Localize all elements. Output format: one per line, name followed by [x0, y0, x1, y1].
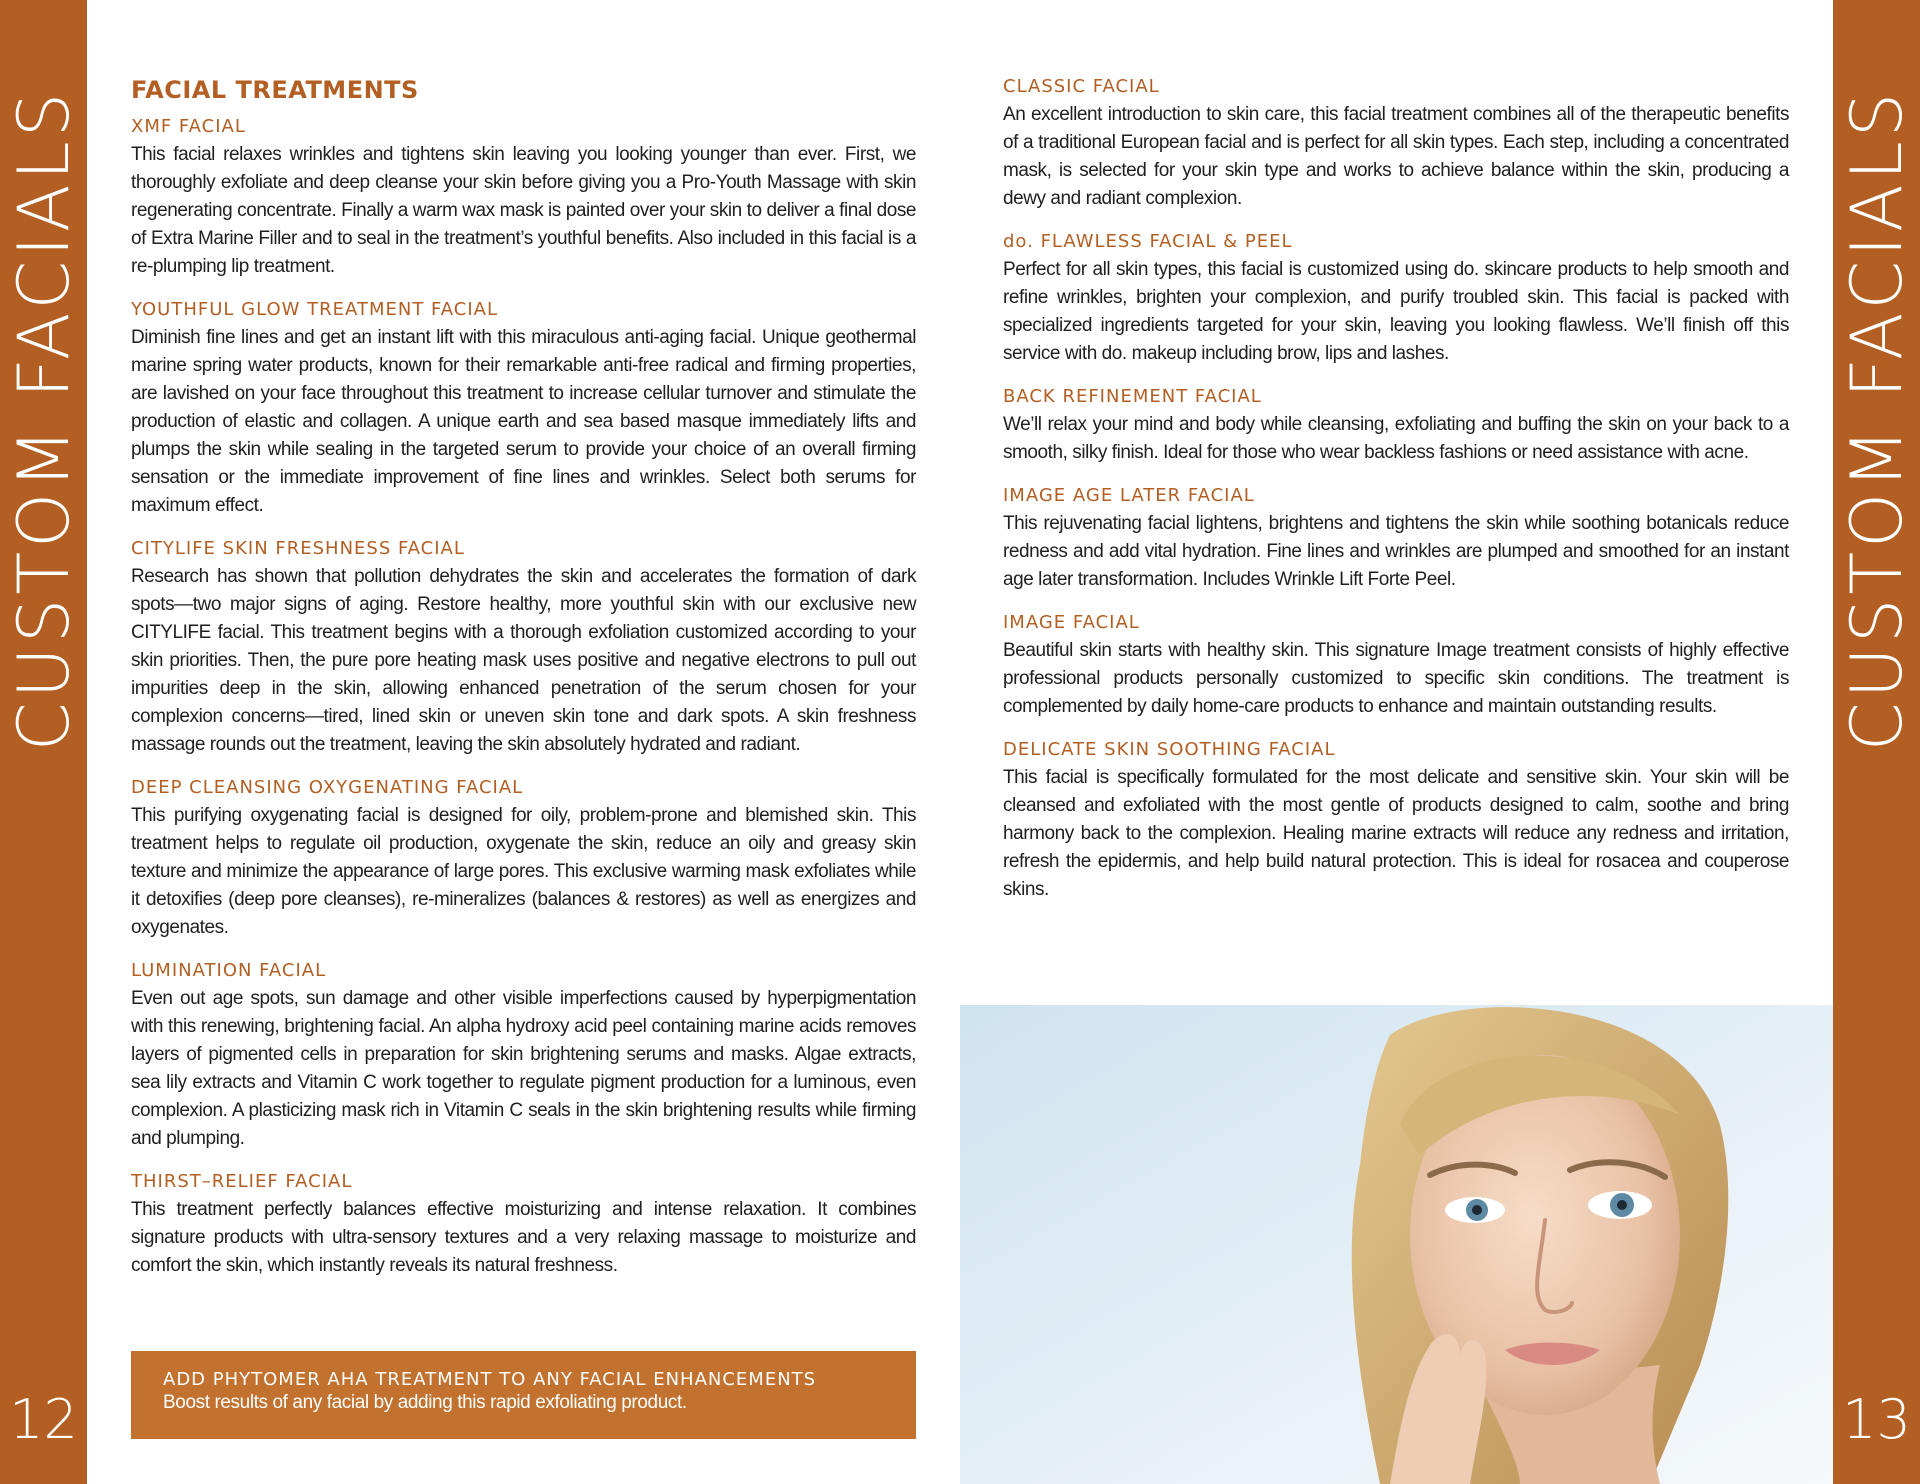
section-do-flawless-facial	[1003, 231, 1789, 368]
left-side-band	[0, 0, 87, 1484]
section-text: This rejuvenating facial lightens, brightens and tightens the skin while soothing botanicals reduce redness and add vital hydration. Fine lines and wrinkles are plumped and smoothed for an instant age later transformation. Includes Wrinkle Lift Forte Peel.	[1003, 513, 1789, 590]
model-photo	[960, 1005, 1833, 1484]
page-number-left: 12	[9, 1388, 78, 1451]
right-column	[1003, 76, 1789, 922]
section-title: CITYLIFE SKIN FRESHNESS FACIAL	[131, 538, 465, 559]
section-title: LUMINATION FACIAL	[131, 960, 327, 981]
section-text: An excellent introduction to skin care, this facial treatment combines all of the therapeutic benefits of a traditional European facial and is perfect for all skin types. Each step, including a concentrated mask, is selected for your skin type and works to achieve balance within the skin, producing a dewy and radiant complexion.	[1003, 104, 1789, 209]
section-text: Even out age spots, sun damage and other visible imperfections caused by hyperpigmentation with this renewing, brightening facial. An alpha hydroxy acid peel containing marine acids removes layers of pigmented cells in preparation for skin brightening serums and masks. Algae extracts, sea lily extracts and Vitamin C work together to regulate pigment production for a luminous, even complexion. A plasticizing mask rich in Vitamin C seals in the skin brightening results while firming and plumping.	[131, 988, 916, 1149]
addon-title: ADD PHYTOMER AHA TREATMENT TO ANY FACIAL ENHANCEMENTS	[163, 1369, 817, 1390]
section-text: Perfect for all skin types, this facial is customized using do. skincare products to help smooth and refine wrinkles, brighten your complexion, and purify troubled skin. This facial is packed with specialized ingredients targeted for your skin, leaving you looking flawless. We’ll finish off this service with do. makeup including brow, lips and lashes.	[1003, 259, 1789, 364]
section-text: Beautiful skin starts with healthy skin. This signature Image treatment consists of highly effective professional products personally customized to specific skin conditions. The treatment is complemented by daily home-care products to enhance and maintain outstanding results.	[1003, 640, 1789, 717]
section-title: IMAGE FACIAL	[1003, 612, 1140, 633]
left-band-title: CUSTOM FACIALS	[2, 88, 85, 752]
section-lumination-facial	[131, 960, 916, 1153]
section-image-age-later-facial	[1003, 485, 1789, 594]
addon-text: Boost results of any facial by adding this rapid exfoliating product.	[163, 1392, 687, 1413]
section-delicate-skin-facial	[1003, 739, 1789, 904]
left-column	[131, 76, 916, 1298]
section-youthful-glow-facial	[131, 299, 916, 520]
model-photo-illustration	[960, 1005, 1833, 1484]
section-image-facial	[1003, 612, 1789, 721]
section-classic-facial	[1003, 76, 1789, 213]
section-citylife-facial	[131, 538, 916, 759]
section-title: XMF FACIAL	[131, 116, 246, 137]
section-thirst-relief-facial	[131, 1171, 916, 1280]
section-text: This treatment perfectly balances effective moisturizing and intense relaxation. It combines signature products with ultra-sensory textures and a very relaxing massage to moisturize and comfort the skin, which instantly reveals its natural freshness.	[131, 1199, 916, 1276]
section-deep-cleansing-facial	[131, 777, 916, 942]
section-title: YOUTHFUL GLOW TREATMENT FACIAL	[131, 299, 498, 320]
page-number-right: 13	[1842, 1388, 1911, 1451]
section-title: CLASSIC FACIAL	[1003, 76, 1160, 97]
section-text: This facial is specifically formulated for the most delicate and sensitive skin. Your skin will be cleansed and exfoliated with the most gentle of products designed to calm, soothe and bring harmony back to the complexion. Healing marine extracts will reduce any redness and irritation, refresh the epidermis, and help build natural protection. This is ideal for rosacea and couperose skins.	[1003, 767, 1789, 900]
section-text: Diminish fine lines and get an instant lift with this miraculous anti-aging facial. Unique geothermal marine spring water products, known for their remarkable anti-free radical and firming properties, are lavished on your face throughout this treatment to increase cellular turnover and stimulate the production of elastic and collagen. A unique earth and sea based masque immediately lifts and plumps the skin while sealing in the targeted serum to provide your choice of an overall firming sensation or the immediate improvement of fine lines and wrinkles. Select both serums for maximum effect.	[131, 327, 916, 516]
section-text: Research has shown that pollution dehydrates the skin and accelerates the formation of dark spots—two major signs of aging. Restore healthy, more youthful skin with our exclusive new CITYLIFE facial. This treatment begins with a thorough exfoliation customized according to your skin priorities. Then, the pure pore heating mask uses positive and negative electrons to pull out impurities deep in the skin, allowing enhanced penetration of the serum chosen for your complexion concerns—tired, lined skin or uneven skin tone and dark spots. A skin freshness massage rounds out the treatment, leaving the skin absolutely hydrated and radiant.	[131, 566, 916, 755]
section-text: This facial relaxes wrinkles and tightens skin leaving you looking younger than ever. First, we thoroughly exfoliate and deep cleanse your skin before giving you a Pro-Youth Massage with skin regenerating concentrate. Finally a warm wax mask is painted over your skin to deliver a final dose of Extra Marine Filler and to seal in the treatment’s youthful benefits. Also included in this facial is a re-plumping lip treatment.	[131, 144, 916, 277]
right-band-title: CUSTOM FACIALS	[1835, 88, 1918, 752]
section-xmf-facial	[131, 116, 916, 281]
section-title: IMAGE AGE LATER FACIAL	[1003, 485, 1255, 506]
section-back-refinement-facial	[1003, 386, 1789, 467]
page-heading: FACIAL TREATMENTS	[131, 76, 419, 104]
section-title: do. FLAWLESS FACIAL & PEEL	[1003, 231, 1293, 252]
section-title: BACK REFINEMENT FACIAL	[1003, 386, 1262, 407]
section-title: DEEP CLEANSING OXYGENATING FACIAL	[131, 777, 524, 798]
section-title: THIRST–RELIEF FACIAL	[131, 1171, 353, 1192]
section-title: DELICATE SKIN SOOTHING FACIAL	[1003, 739, 1336, 760]
addon-banner	[131, 1351, 916, 1439]
section-text: This purifying oxygenating facial is designed for oily, problem-prone and blemished skin. This treatment helps to regulate oil production, oxygenate the skin, reduce an oily and greasy skin texture and minimize the appearance of large pores. This exclusive warming mask exfoliates while it detoxifies (deep pore cleanses), re-mineralizes (balances & restores) as well as energizes and oxygenates.	[131, 805, 916, 938]
right-side-band	[1833, 0, 1920, 1484]
section-text: We’ll relax your mind and body while cleansing, exfoliating and buffing the skin on your back to a smooth, silky finish. Ideal for those who wear backless fashions or need assistance with acne.	[1003, 414, 1789, 463]
